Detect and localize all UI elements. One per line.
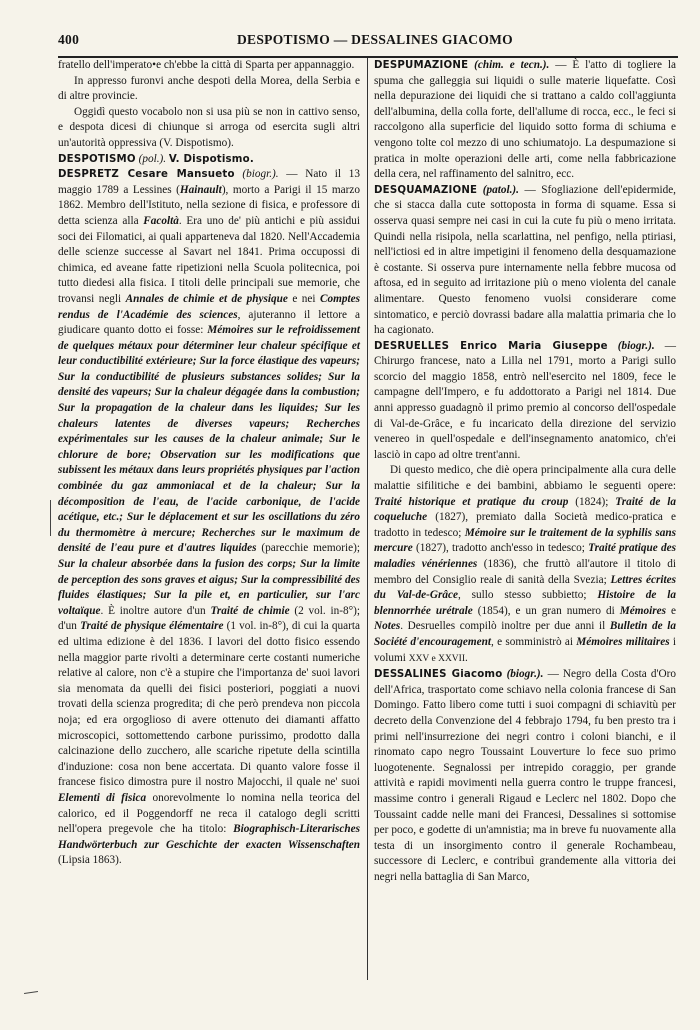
work-title: Traité de chimie: [210, 604, 290, 617]
entry-headword: DESPOTISMO: [58, 153, 136, 165]
entry-tag: (biogr.).: [617, 339, 655, 352]
text-run: — Sfogliazione dell'epidermide, che si stacca dalla cute sottoposta in forma di squame. Essa si osserva quasi sempre nei casi in cui la cute fu più o meno irritata. Quindi nella risipola, nella scarlattina, nel penfigo, nella ptiriasi, nell'ictiosi ed in altre impetigini il fenomeno della desquamazione è costante. Si osserva pure internamente nella febbre mucosa od aftosa, ed in seguito ad irritazione più o meno violenta del canale alimentare. Questo fenomeno vuolsi considerare come sintomatico, e perciò dovrassi badare alla malattia primaria che lo ha cagionato.: [374, 183, 676, 337]
work-title: Lettres écrites du Val-de-Grâce: [374, 573, 676, 602]
entry-tag: (biogr.).: [242, 168, 279, 181]
text-run: Di questo medico, che diè opera principalmente alla cura delle malattie sifilitiche e dei bambini, abbiamo le seguenti opere:: [374, 464, 676, 493]
work-title: Elementi di fisica: [58, 791, 147, 804]
work-title: Mémoire sur le traitement de la syphilis sans mercure: [374, 526, 676, 555]
work-title: Traité de la coqueluche: [374, 495, 677, 524]
entry-tag: (chim. e tecn.).: [474, 59, 550, 71]
left-column: [58, 58, 366, 885]
italic-text: Hainault: [179, 183, 222, 196]
running-title: DESPOTISMO — DESSALINES GIACOMO: [237, 32, 513, 47]
right-column: [366, 58, 676, 885]
work-title: Biographisch-Literarisches Handwörterbuch zur Geschichte der exacten Wissenschaften: [58, 823, 360, 851]
text-run: — È l'atto di togliere la spuma che galleggia sui liquidi o sulle materie liquefatte. Così nella depurazione dei liquidi che si trattano a caldo coll'aggiunta dell'albumina, della colla forte, dell'allume di rocca, ecc., le feci si raccolgono alla superficie del liquido sotto forma di schiuma e vengono tolte col mezzo di uno schiumatojo. La despumazione si pratica in molte operazioni delle arti, come nella fabbricazione della cera, nel raffinamento del salnitro, ecc.: [374, 59, 677, 181]
entry-desruelles: [374, 339, 676, 464]
entry-headword: DESPRETZ Cesare Mansueto: [58, 169, 235, 181]
text-run: , ajuteranno il lettore a giudicare quanto dotto ei fosse:: [58, 308, 360, 337]
text-run: (1 vol. in-8°), di cui la quarta ed ultima edizione è del 1836. I lavori del dotto fisico essendo nella maggior parte rivolti a determinare certe costanti numeriche relative al calore, non c'è a stupire che l'importanza de' suoi lavori sia menomata da quelli dei fisici posteriori, poggiati a nuovi trovati della scienza progredita; di che però prendeva non piccola noja; ed era orgoglioso di avere ottenuto dei diamanti affatto microscopici, sottomettendo carbone purissimo, prodotto dalla calcinazione dello zucchero, alle scariche ripetute della scintilla d'induzione: cosa non bene accertata. Di quanto valore fosse il francese fisico dimostra pure il nostro Majocchi, il quale ne' suoi: [58, 620, 361, 789]
work-title: Bulletin de la Société d'encouragement: [374, 620, 676, 648]
entry-tag: (pol.).: [138, 152, 167, 165]
corner-mark: [24, 991, 38, 994]
paragraph: fratello dell'imperato•e ch'ebbe la città di Sparta per appannaggio.: [58, 59, 355, 71]
work-title: Sur la chaleur absorbée dans la fusion des corps; Sur la limite de perception des sons graves et aigus; Sur la compressibilité des fluides élastiques; Sur la pile et, en particulier, sur l'arc voltaïque: [58, 558, 360, 617]
text-run: (2 vol. in-8°); d'un: [58, 604, 360, 633]
text-run: e nei: [287, 292, 320, 305]
work-title: Comptes rendus de l'Académie des sciences: [58, 292, 360, 321]
text-run: ), morto a Parigi il 15 marzo 1862. Membro dell'Istituto, nella sezione di fisica, e professore di detta scienza alla: [58, 183, 360, 227]
paragraph-desruelles-works: [374, 463, 676, 667]
margin-mark: [50, 500, 51, 536]
text-run: — Chirurgo francese, nato a Lilla nel 1791, morto a Parigi sullo scorcio del maggio 1858, entrò nell'esercito nel 1809, fece le campagne dell'Impero, e fu addottorato a Parigi nel 1814. Due anni appresso guadagnò il primo premio al concorso dell'ospedale di Val-de-Grâce, e fu incaricato della direzione del servizio venereo in quell'ospedale e dell'insegnamento anatomico, ch'ei lasciò in capo ad oltre trent'anni.: [374, 339, 676, 461]
text-run: , sullo stesso subbietto;: [457, 589, 598, 602]
text-run: — Negro della Costa d'Oro dell'Africa, trasportato come schiavo nella colonia francese di San Domingo. Fatto libero come tutti i suoi compagni di schiavitù per decreto della Convenzione del 4 febbrajo 1794, fu ben presto tra i primi nell'insurrezione dei negri contro i coloni bianchi, e il rinomato capo negro Toussaint Louverture lo fece suo primo luogotenente. Segnalossi per intrepido coraggio, per grande attività e rapidi movimenti nella guerra contro le truppe francesi, massime contro i generali Rigaud e Leclerc nel 1802. Dopo che Toussaint cadde nelle mani dei Francesi, Dessalines si sottomise per poco, e godette di un'amnistia; ma in breve fu nuovamente alla testa di un insorgimento contro il generale Rochambeau, successore di Leclerc, e contribuì grandemente alla vittoria dei negri nella battaglia di San Marco,: [374, 668, 676, 883]
entry-headword: DESRUELLES Enrico Maria Giuseppe: [374, 340, 608, 352]
text-run: . Desruelles compilò inoltre per due anni il: [400, 620, 610, 633]
page-number: 400: [58, 32, 80, 47]
work-title: Notes: [374, 620, 401, 633]
text-run: onorevolmente lo nomina nella teorica del calorico, ed il Poggendorff ne reca il catalogo degli scritti nell'opera pregevole che ha titolo:: [58, 791, 360, 836]
entry-dessalines: [374, 667, 676, 885]
text-run: . È inoltre autore d'un: [100, 604, 211, 617]
two-column-body: [58, 58, 678, 885]
work-title: Mémoires militaires: [576, 635, 670, 648]
work-title: Mémoires sur le refroidissement de quelques métaux pour déterminer leur chaleur spécifique et leur conductibilité extérieure; Sur la force élastique des vapeurs; Sur la conductibilité de plusieurs substances solides; Sur la densité des vapeurs; Sur la chaleur dégagée dans la combustion; Sur la propagation de la chaleur dans les liquides; Sur les chaleurs latentes de diverses vapeurs; Recherches expérimentales sur les causes de la chaleur animale; Sur le chlorure de bore; Observation sur les modifications que subissent les métaux dans leurs propriétés physiques par l'action combinée du gaz ammoniacal et de la chaleur; Sur la décomposition de l'eau, de l'acide carbonique, de l'acide acétique, etc.; Sur le déplacement et sur les oscillations du zéro du thermomètre à mercure; Recherches sur le maximum de densité de l'eau pure et d'autres liquides: [58, 324, 360, 555]
work-title: Mémoires: [619, 604, 667, 617]
paragraph: Oggidì questo vocabolo non si usa più se non in cattivo senso, e despota dicesi di chiunque si arroga od esercita sugli altri un'autorità oppressiva (V. Dispotismo).: [58, 105, 360, 149]
text-run: — Nato il 13 maggio 1789 a Lessines (: [58, 168, 361, 196]
volume-numbers: XXV e XXVII: [408, 653, 465, 664]
text-run: , e somministrò ai: [491, 635, 577, 648]
work-title: Annales de chimie et de physique: [125, 292, 288, 305]
work-title: Traité pratique des maladies vénériennes: [374, 542, 676, 570]
running-header: [58, 32, 672, 54]
text-run: (parecchie memorie);: [256, 542, 360, 555]
entry-tag: (patol.).: [482, 183, 519, 196]
entry-desquamazione: [374, 183, 676, 339]
entry-headword: DESSALINES Giacomo: [374, 669, 503, 681]
paragraph: In appresso furonvi anche despoti della Morea, della Serbia e di altre provincie.: [58, 74, 360, 103]
column-divider: [367, 58, 368, 980]
entry-headword: DESPUMAZIONE: [374, 60, 469, 71]
entry-headword: DESQUAMAZIONE: [374, 184, 478, 196]
text-run: (Lipsia 1863).: [58, 854, 122, 867]
text-run: .: [465, 651, 468, 664]
text-run: (1827), premiato dalla Società medico-pratica e tradotto in tedesco;: [374, 511, 676, 539]
entry-despotismo: [58, 152, 360, 168]
work-title: Traité historique et pratique du croup: [374, 495, 569, 508]
entry-despretz: [58, 167, 360, 869]
cross-reference: V. Dispotismo.: [168, 153, 254, 165]
work-title: Histoire de la blennorrhée urétrale: [374, 589, 676, 617]
entry-tag: (biogr.).: [506, 668, 544, 681]
text-run: . Era uno de' più antichi e più assidui soci dei Filomatici, ai quali apparteneva dal 1820. Nell'Accademia delle scienze successe al Savart nel 1841. Prima occupossi di chimica, ed aveane fatte ripetizioni nella Scuola politecnica, poi tutto diedesi alla fisica. I titoli delle principali sue memorie, che trovansi negli: [58, 214, 360, 305]
text-run: (1824);: [568, 495, 616, 508]
text-run: (1836), che fruttò all'autore il titolo di membro del Consiglio reale di sanità della Svezia;: [374, 558, 677, 586]
work-title: Traité de physique élémentaire: [80, 620, 224, 633]
entry-despumazione: [374, 58, 676, 183]
text-run: e: [666, 604, 677, 617]
italic-text: Facoltà: [143, 214, 179, 227]
text-run: i volumi: [374, 635, 676, 664]
text-run: (1827), tradotto anch'esso in tedesco;: [412, 542, 589, 555]
text-run: (1854), e un gran numero di: [472, 604, 620, 617]
